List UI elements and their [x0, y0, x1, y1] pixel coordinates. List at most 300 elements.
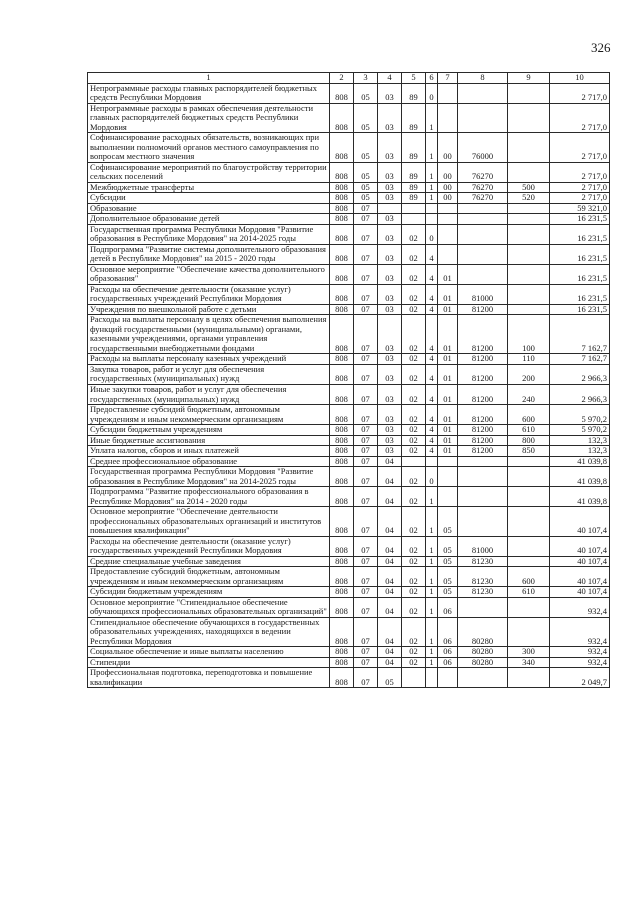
event-cell: 01: [438, 304, 458, 315]
table-row: [88, 83, 610, 103]
program-cell: 02: [402, 425, 426, 436]
table-row: [88, 647, 610, 658]
event-cell: 06: [438, 647, 458, 658]
program-cell: 89: [402, 182, 426, 193]
section-cell: 05: [354, 133, 378, 163]
code-cell: 808: [330, 182, 354, 193]
program-cell: 02: [402, 224, 426, 244]
amount-cell: 2 966,3: [550, 384, 610, 404]
direction-cell: [458, 214, 508, 225]
amount-cell: 932,4: [550, 647, 610, 658]
program-cell: 02: [402, 264, 426, 284]
direction-cell: 76000: [458, 133, 508, 163]
subprogram-cell: 1: [426, 193, 438, 204]
program-cell: 02: [402, 657, 426, 668]
table-row: [88, 617, 610, 647]
header-cell: 10: [550, 73, 610, 84]
header-cell: 6: [426, 73, 438, 84]
program-cell: 89: [402, 133, 426, 163]
table-row: [88, 536, 610, 556]
code-cell: 808: [330, 83, 354, 103]
expense-type-cell: [508, 203, 550, 214]
row-name-cell: Социальное обеспечение и иные выплаты населению: [88, 647, 330, 658]
code-cell: 808: [330, 162, 354, 182]
table-row: [88, 224, 610, 244]
subprogram-cell: [426, 668, 438, 688]
expense-type-cell: [508, 133, 550, 163]
code-cell: 808: [330, 507, 354, 537]
expense-type-cell: 300: [508, 647, 550, 658]
direction-cell: 81200: [458, 425, 508, 436]
table-body: [88, 73, 610, 688]
program-cell: 02: [402, 435, 426, 446]
code-cell: 808: [330, 405, 354, 425]
event-cell: 01: [438, 364, 458, 384]
subsection-cell: 04: [378, 617, 402, 647]
row-name-cell: Предоставление субсидий бюджетным, автономным учреждениям и иным некоммерческим организациям: [88, 567, 330, 587]
code-cell: 808: [330, 304, 354, 315]
subprogram-cell: [426, 214, 438, 225]
header-cell: 5: [402, 73, 426, 84]
amount-cell: 16 231,5: [550, 244, 610, 264]
direction-cell: 81200: [458, 315, 508, 354]
expense-type-cell: 800: [508, 435, 550, 446]
table-row: [88, 182, 610, 193]
section-cell: 07: [354, 304, 378, 315]
expense-type-cell: 500: [508, 182, 550, 193]
program-cell: 02: [402, 315, 426, 354]
amount-cell: 5 970,2: [550, 405, 610, 425]
code-cell: 808: [330, 456, 354, 467]
amount-cell: 40 107,4: [550, 567, 610, 587]
event-cell: 01: [438, 284, 458, 304]
direction-cell: [458, 456, 508, 467]
section-cell: 07: [354, 617, 378, 647]
header-cell: 9: [508, 73, 550, 84]
direction-cell: 80280: [458, 617, 508, 647]
subprogram-cell: 0: [426, 467, 438, 487]
subsection-cell: 03: [378, 224, 402, 244]
section-cell: 07: [354, 556, 378, 567]
section-cell: 07: [354, 354, 378, 365]
amount-cell: 59 321,0: [550, 203, 610, 214]
expense-type-cell: [508, 467, 550, 487]
code-cell: 808: [330, 647, 354, 658]
subprogram-cell: [426, 203, 438, 214]
program-cell: [402, 668, 426, 688]
code-cell: 808: [330, 133, 354, 163]
subsection-cell: 03: [378, 83, 402, 103]
subsection-cell: 03: [378, 162, 402, 182]
table-row: [88, 133, 610, 163]
section-cell: 05: [354, 103, 378, 133]
event-cell: 06: [438, 597, 458, 617]
program-cell: 02: [402, 384, 426, 404]
section-cell: 07: [354, 446, 378, 457]
section-cell: 07: [354, 567, 378, 587]
expense-type-cell: [508, 507, 550, 537]
page-number: 326: [591, 40, 611, 55]
row-name-cell: Расходы на выплаты персоналу казенных учреждений: [88, 354, 330, 365]
direction-cell: [458, 103, 508, 133]
program-cell: 02: [402, 446, 426, 457]
amount-cell: 16 231,5: [550, 264, 610, 284]
code-cell: 808: [330, 597, 354, 617]
row-name-cell: Уплата налогов, сборов и иных платежей: [88, 446, 330, 457]
expense-type-cell: [508, 617, 550, 647]
expense-type-cell: [508, 456, 550, 467]
expense-type-cell: 610: [508, 587, 550, 598]
expense-type-cell: 600: [508, 405, 550, 425]
subsection-cell: 04: [378, 487, 402, 507]
table-row: [88, 456, 610, 467]
row-name-cell: Подпрограмма "Развитие профессионального образования в Республике Мордовия" на 2014 - 2020 годы: [88, 487, 330, 507]
subsection-cell: 04: [378, 456, 402, 467]
table-row: [88, 435, 610, 446]
code-cell: 808: [330, 193, 354, 204]
expense-type-cell: [508, 264, 550, 284]
event-cell: 01: [438, 435, 458, 446]
program-cell: 02: [402, 244, 426, 264]
row-name-cell: Стипендиальное обеспечение обучающихся в государственных образовательных учреждениях, находящихся в ведении Республики Мордовия: [88, 617, 330, 647]
subsection-cell: 04: [378, 657, 402, 668]
direction-cell: [458, 264, 508, 284]
subprogram-cell: 4: [426, 244, 438, 264]
expense-type-cell: 850: [508, 446, 550, 457]
amount-cell: 5 970,2: [550, 425, 610, 436]
section-cell: 07: [354, 435, 378, 446]
row-name-cell: Основное мероприятие "Обеспечение деятельности профессиональных образовательных организаций и институтов повышения квалификации": [88, 507, 330, 537]
program-cell: 02: [402, 587, 426, 598]
code-cell: 808: [330, 435, 354, 446]
program-cell: 89: [402, 193, 426, 204]
event-cell: [438, 203, 458, 214]
event-cell: 00: [438, 162, 458, 182]
expense-type-cell: [508, 284, 550, 304]
subprogram-cell: 1: [426, 536, 438, 556]
amount-cell: 2 717,0: [550, 103, 610, 133]
subprogram-cell: 1: [426, 162, 438, 182]
program-cell: 02: [402, 647, 426, 658]
section-cell: 07: [354, 284, 378, 304]
subprogram-cell: 4: [426, 446, 438, 457]
event-cell: 06: [438, 617, 458, 647]
direction-cell: 81200: [458, 384, 508, 404]
subprogram-cell: 4: [426, 435, 438, 446]
code-cell: 808: [330, 264, 354, 284]
expense-type-cell: [508, 304, 550, 315]
subprogram-cell: 1: [426, 103, 438, 133]
code-cell: 808: [330, 214, 354, 225]
subprogram-cell: 1: [426, 657, 438, 668]
subsection-cell: 04: [378, 597, 402, 617]
header-cell: 2: [330, 73, 354, 84]
program-cell: 02: [402, 405, 426, 425]
program-cell: [402, 456, 426, 467]
direction-cell: [458, 203, 508, 214]
program-cell: 02: [402, 467, 426, 487]
program-cell: 02: [402, 567, 426, 587]
subsection-cell: 03: [378, 446, 402, 457]
table-row: [88, 587, 610, 598]
direction-cell: [458, 507, 508, 537]
expense-type-cell: 600: [508, 567, 550, 587]
amount-cell: 40 107,4: [550, 587, 610, 598]
subsection-cell: [378, 203, 402, 214]
amount-cell: 41 039,8: [550, 467, 610, 487]
subsection-cell: 04: [378, 467, 402, 487]
section-cell: 07: [354, 224, 378, 244]
event-cell: 01: [438, 264, 458, 284]
direction-cell: 81200: [458, 435, 508, 446]
table-row: [88, 668, 610, 688]
row-name-cell: Государственная программа Республики Мордовия "Развитие образования в Республике Мордовия" на 2014-2025 годы: [88, 224, 330, 244]
subsection-cell: 03: [378, 264, 402, 284]
subsection-cell: 03: [378, 354, 402, 365]
subprogram-cell: 4: [426, 284, 438, 304]
table-row: [88, 567, 610, 587]
subprogram-cell: 1: [426, 182, 438, 193]
section-cell: 07: [354, 405, 378, 425]
program-cell: 02: [402, 617, 426, 647]
amount-cell: 40 107,4: [550, 507, 610, 537]
table-row: [88, 193, 610, 204]
section-cell: 07: [354, 425, 378, 436]
program-cell: 02: [402, 304, 426, 315]
direction-cell: 81230: [458, 587, 508, 598]
event-cell: [438, 668, 458, 688]
expense-type-cell: [508, 536, 550, 556]
code-cell: 808: [330, 354, 354, 365]
amount-cell: 16 231,5: [550, 284, 610, 304]
section-cell: 07: [354, 647, 378, 658]
direction-cell: [458, 467, 508, 487]
amount-cell: 40 107,4: [550, 536, 610, 556]
subsection-cell: 03: [378, 133, 402, 163]
table-row: [88, 244, 610, 264]
row-name-cell: Средние специальные учебные заведения: [88, 556, 330, 567]
subsection-cell: 03: [378, 103, 402, 133]
amount-cell: 16 231,5: [550, 214, 610, 225]
event-cell: [438, 83, 458, 103]
subsection-cell: 03: [378, 425, 402, 436]
subprogram-cell: 1: [426, 567, 438, 587]
subprogram-cell: 1: [426, 133, 438, 163]
code-cell: 808: [330, 315, 354, 354]
event-cell: 05: [438, 536, 458, 556]
event-cell: [438, 224, 458, 244]
table-row: [88, 103, 610, 133]
subprogram-cell: 0: [426, 224, 438, 244]
amount-cell: 932,4: [550, 657, 610, 668]
program-cell: 02: [402, 556, 426, 567]
subsection-cell: 03: [378, 244, 402, 264]
direction-cell: [458, 668, 508, 688]
program-cell: 89: [402, 83, 426, 103]
row-name-cell: Субсидии бюджетным учреждениям: [88, 587, 330, 598]
direction-cell: 76270: [458, 162, 508, 182]
subsection-cell: 03: [378, 193, 402, 204]
subsection-cell: 03: [378, 405, 402, 425]
section-cell: 05: [354, 193, 378, 204]
program-cell: 02: [402, 536, 426, 556]
amount-cell: 2 717,0: [550, 133, 610, 163]
row-name-cell: Государственная программа Республики Мордовия "Развитие образования в Республике Мордовия" на 2014-2025 годы: [88, 467, 330, 487]
code-cell: 808: [330, 425, 354, 436]
subsection-cell: 04: [378, 587, 402, 598]
expense-type-cell: 610: [508, 425, 550, 436]
section-cell: 07: [354, 315, 378, 354]
subsection-cell: 03: [378, 182, 402, 193]
subprogram-cell: 1: [426, 597, 438, 617]
direction-cell: 81200: [458, 446, 508, 457]
expense-type-cell: [508, 668, 550, 688]
code-cell: 808: [330, 536, 354, 556]
expense-type-cell: [508, 162, 550, 182]
header-cell: 4: [378, 73, 402, 84]
program-cell: 02: [402, 597, 426, 617]
code-cell: 808: [330, 224, 354, 244]
table-row: [88, 315, 610, 354]
row-name-cell: Расходы на обеспечение деятельности (оказание услуг) государственных учреждений Республики Мордовия: [88, 536, 330, 556]
subprogram-cell: [426, 456, 438, 467]
amount-cell: 41 039,8: [550, 487, 610, 507]
direction-cell: 81200: [458, 354, 508, 365]
event-cell: 01: [438, 425, 458, 436]
row-name-cell: Подпрограмма "Развитие системы дополнительного образования детей в Республике Мордовия" на 2015 - 2020 годы: [88, 244, 330, 264]
amount-cell: 2 717,0: [550, 83, 610, 103]
expense-type-cell: [508, 244, 550, 264]
row-name-cell: Закупка товаров, работ и услуг для обеспечения государственных (муниципальных) нужд: [88, 364, 330, 384]
row-name-cell: Образование: [88, 203, 330, 214]
amount-cell: 40 107,4: [550, 556, 610, 567]
program-cell: 02: [402, 354, 426, 365]
event-cell: 06: [438, 657, 458, 668]
amount-cell: 2 049,7: [550, 668, 610, 688]
subsection-cell: 04: [378, 507, 402, 537]
direction-cell: 81200: [458, 364, 508, 384]
table-row: [88, 162, 610, 182]
event-cell: 01: [438, 354, 458, 365]
code-cell: 808: [330, 567, 354, 587]
direction-cell: 80280: [458, 647, 508, 658]
amount-cell: 2 966,3: [550, 364, 610, 384]
code-cell: 808: [330, 587, 354, 598]
row-name-cell: Софинансирование расходных обязательств, возникающих при выполнении полномочий органов местного самоуправления по вопросам местного значения: [88, 133, 330, 163]
direction-cell: 76270: [458, 193, 508, 204]
table-row: [88, 467, 610, 487]
expense-type-cell: [508, 214, 550, 225]
direction-cell: 81230: [458, 567, 508, 587]
direction-cell: [458, 224, 508, 244]
subsection-cell: 03: [378, 284, 402, 304]
event-cell: [438, 214, 458, 225]
subprogram-cell: 4: [426, 364, 438, 384]
subprogram-cell: 4: [426, 425, 438, 436]
subsection-cell: 05: [378, 668, 402, 688]
code-cell: 808: [330, 103, 354, 133]
header-cell: 3: [354, 73, 378, 84]
row-name-cell: Иные бюджетные ассигнования: [88, 435, 330, 446]
event-cell: [438, 244, 458, 264]
section-cell: 05: [354, 83, 378, 103]
row-name-cell: Расходы на выплаты персоналу в целях обеспечения выполнения функций государственными (муниципальными) органами, казенными учреждениями, органами управления государственными внебюджетными фондами: [88, 315, 330, 354]
table-row: [88, 354, 610, 365]
section-cell: 05: [354, 182, 378, 193]
row-name-cell: Расходы на обеспечение деятельности (оказание услуг) государственных учреждений Республики Мордовия: [88, 284, 330, 304]
section-cell: 07: [354, 456, 378, 467]
section-cell: 07: [354, 264, 378, 284]
expense-type-cell: 340: [508, 657, 550, 668]
subprogram-cell: 1: [426, 507, 438, 537]
row-name-cell: Основное мероприятие "Обеспечение качества дополнительного образования": [88, 264, 330, 284]
subprogram-cell: 0: [426, 83, 438, 103]
budget-table: [87, 72, 610, 688]
section-cell: 07: [354, 364, 378, 384]
subprogram-cell: 4: [426, 304, 438, 315]
section-cell: 07: [354, 536, 378, 556]
code-cell: 808: [330, 446, 354, 457]
event-cell: [438, 487, 458, 507]
program-cell: 89: [402, 162, 426, 182]
section-cell: 07: [354, 657, 378, 668]
direction-cell: [458, 597, 508, 617]
subsection-cell: 04: [378, 536, 402, 556]
row-name-cell: Софинансирование мероприятий по благоустройству территории сельских поселений: [88, 162, 330, 182]
subsection-cell: 04: [378, 567, 402, 587]
table-row: [88, 284, 610, 304]
row-name-cell: Непрограммные расходы главных распорядителей бюджетных средств Республики Мордовия: [88, 83, 330, 103]
code-cell: 808: [330, 657, 354, 668]
row-name-cell: Иные закупки товаров, работ и услуг для обеспечения государственных (муниципальных) нужд: [88, 384, 330, 404]
amount-cell: 7 162,7: [550, 354, 610, 365]
code-cell: 808: [330, 284, 354, 304]
code-cell: 808: [330, 617, 354, 647]
table-row: [88, 556, 610, 567]
section-cell: 07: [354, 507, 378, 537]
subsection-cell: 03: [378, 214, 402, 225]
row-name-cell: Предоставление субсидий бюджетным, автономным учреждениям и иным некоммерческим организациям: [88, 405, 330, 425]
table-row: [88, 657, 610, 668]
event-cell: 05: [438, 507, 458, 537]
event-cell: 05: [438, 567, 458, 587]
expense-type-cell: 240: [508, 384, 550, 404]
table-row: [88, 425, 610, 436]
program-cell: 02: [402, 284, 426, 304]
direction-cell: 81000: [458, 536, 508, 556]
amount-cell: 7 162,7: [550, 315, 610, 354]
table-row: [88, 214, 610, 225]
event-cell: 00: [438, 193, 458, 204]
direction-cell: [458, 487, 508, 507]
expense-type-cell: 520: [508, 193, 550, 204]
program-cell: [402, 203, 426, 214]
event-cell: 05: [438, 587, 458, 598]
row-name-cell: Основное мероприятие "Стипендиальное обеспечение обучающихся профессиональных образовательных организаций": [88, 597, 330, 617]
expense-type-cell: 200: [508, 364, 550, 384]
subprogram-cell: 1: [426, 617, 438, 647]
section-cell: 07: [354, 214, 378, 225]
subsection-cell: 04: [378, 556, 402, 567]
code-cell: 808: [330, 364, 354, 384]
event-cell: 01: [438, 446, 458, 457]
section-cell: 07: [354, 203, 378, 214]
header-cell: 1: [88, 73, 330, 84]
amount-cell: 41 039,8: [550, 456, 610, 467]
section-cell: 07: [354, 668, 378, 688]
row-name-cell: Среднее профессиональное образование: [88, 456, 330, 467]
direction-cell: 81230: [458, 556, 508, 567]
